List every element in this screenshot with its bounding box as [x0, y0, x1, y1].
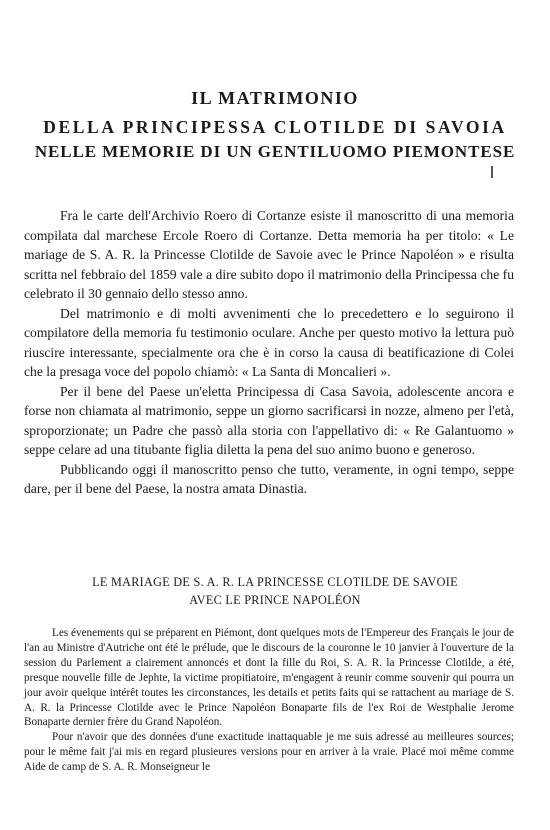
memoir-heading-line-1: LE MARIAGE DE S. A. R. LA PRINCESSE CLOTILDE DE SAVOIE [92, 575, 458, 589]
italian-paragraph: Pubblicando oggi il manoscritto penso che tutto, veramente, in ogni tempo, seppe dare, per il bene del Paese, la nostra amata Dinastia. [24, 461, 514, 496]
memoir-heading [40, 573, 510, 609]
article-title-line-2: DELLA PRINCIPESSA CLOTILDE DI SAVOIA [43, 117, 507, 137]
italian-paragraph: Per il bene del Paese un'eletta Principessa di Casa Savoia, adolescente ancora e forse non chiamata al matrimonio, seppe un giorno sacrificarsi in nozze, almeno per l'età, sproporzionate; un Padre che passò alla storia con l'appellativo di: « Re Galantuomo » seppe celare ad una titubante figlia diletta la pena del suo animo buono e generoso. [24, 383, 514, 457]
memoir-heading-line-2: AVEC LE PRINCE NAPOLÉON [189, 593, 361, 607]
memoir-text [24, 626, 514, 775]
margin-mark [491, 166, 493, 178]
italian-paragraph: Fra le carte dell'Archivio Roero di Cortanze esiste il manoscritto di una memoria compilata dal marchese Ercole Roero di Cortanze. Detta memoria ha per titolo: « Le mariage de S. A. R. la Princesse Clotilde de Savoie avec le Prince Napoléon » e risulta scritta nel febbraio del 1859 vale a dire subito dopo il matrimonio della Principessa che fu celebrato il 30 gennaio dello stesso anno. [24, 208, 514, 301]
italian-introduction [24, 206, 514, 499]
article-title-line-1: IL MATRIMONIO [191, 88, 359, 108]
italian-paragraph: Del matrimonio e di molti avvenimenti che lo precedettero e lo seguirono il compilatore della memoria fu testimonio oculare. Anche per questo motivo la lettura può riuscire interessante, specialmente ora che è in corso la causa di beatificazione di Colei che la presaga voce del popolo chiamò: « La Santa di Moncalieri ». [24, 305, 514, 379]
memoir-paragraph: Pour n'avoir que des données d'une exactitude inattaquable je me suis adressé au meilleures sources; pour le même fait j'ai mis en regard plusieures versions pour en arriver à la vraie. Placé moi même comme Aide de camp de S. A. R. Monseigneur le [24, 731, 514, 774]
memoir-paragraph: Les évenements qui se préparent en Piémont, dont quelques mots de l'Empereur des Français le jour de l'an au Ministre d'Autriche ont été le prélude, que le discours de la couronne le 10 janvier à l'ouverture de la session du Parlement a clairement annoncés et dont la fille du Roi, S. A. R. la Princesse Clotilde, a été, presque nouvelle fille de Jephte, la victime propitiatoire, m'engagent à reunir comme souvenir qui pourra un jour avoir quelque intérêt toutes les circonstances, les details et petits faits qui se rattachent au mariage de S. A. R. la Princesse Clotilde avec le Prince Napoléon Bonaparte fils de l'ex Roi de Westphalie Jerome Bonaparte dernier frère du Grand Napoléon. [24, 627, 514, 729]
article-title-line-3: NELLE MEMORIE DI UN GENTILUOMO PIEMONTESE [34, 142, 516, 161]
